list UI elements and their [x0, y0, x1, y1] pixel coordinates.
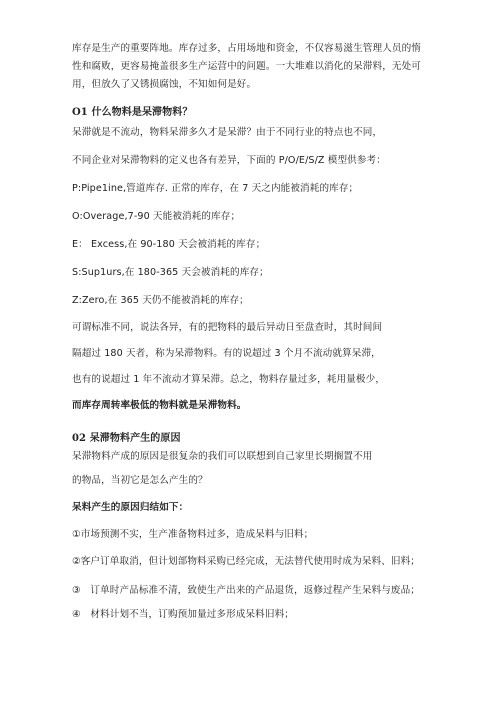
- section-1-line: O:Overage,7-90 天能被消耗的库存；: [72, 211, 241, 222]
- section-1-line: E： Excess,在 90-180 天会被消耗的库存；: [72, 239, 266, 250]
- reason-item: ③ 订单时产品标准不清，致使生产出来的产品退货，返修过程产生呆料与废品；: [72, 585, 420, 596]
- reason-item: ②客户订单取消，但计划部物料采购已经完成，无法替代使用时成为呆料、旧料；: [72, 556, 420, 567]
- section-2-subheading: 呆料产生的原因归结如下：: [72, 502, 189, 513]
- section-1-line: 隔超过 180 天者，称为呆滞物料。有的说超过 3 个月不流动就算呆滞，: [72, 348, 381, 359]
- section-1-line: 也有的说超过 1 年不流动才算呆滞。总之，物料存量过多，耗用量极少，: [72, 374, 386, 385]
- section-2-line: 的物品，当初它是怎么产生的？: [72, 475, 208, 486]
- reason-item: ①市场预测不实，生产准备物料过多，造成呆料与旧料；: [72, 529, 314, 540]
- section-1-line: P:Pipe1ine,管道库存. 正常的库存，在 7 天之内能被消耗的库存；: [72, 183, 359, 194]
- section-1-heading: O1 什么物料是呆滞物料？: [72, 107, 193, 118]
- section-1-line: 不同企业对呆滞物料的定义也各有差异，下面的 P/O/E/S/Z 模型供参考：: [72, 155, 386, 166]
- section-1-line: 呆滞就是不流动，物料呆滞多久才是呆滞？由于不同行业的特点也不同，: [72, 127, 383, 138]
- section-2-heading: 02 呆滞物料产生的原因: [72, 433, 181, 444]
- intro-line-1: 库存是生产的重要阵地。库存过多，占用场地和资金，不仅容易滋生管理人员的惰: [72, 43, 421, 54]
- section-1-line: Z:Zero,在 365 天仍不能被消耗的库存；: [72, 295, 249, 306]
- section-1-line: 可谓标准不同，说法各异，有的把物料的最后异动日至盘查时，其时间间: [72, 322, 383, 333]
- reason-item: ④ 材料计划不当，订购预加量过多形成呆料旧料；: [72, 609, 294, 620]
- section-1-line: S:Sup1urs,在 180-365 天会被消耗的库存；: [72, 267, 269, 278]
- section-1-conclusion: 而库存周转率极低的物料就是呆滞物料。: [72, 400, 247, 411]
- intro-line-2: 性和腐败，更容易掩盖很多生产运营中的问题。一大堆难以消化的呆滞料，无处可: [72, 61, 421, 72]
- intro-line-3: 用，但放久了又锈损腐蚀，不知如何是好。: [72, 79, 257, 90]
- section-2-line: 呆滞物料产成的原因是很复杂的我们可以联想到自己家里长期搁置不用: [72, 451, 373, 462]
